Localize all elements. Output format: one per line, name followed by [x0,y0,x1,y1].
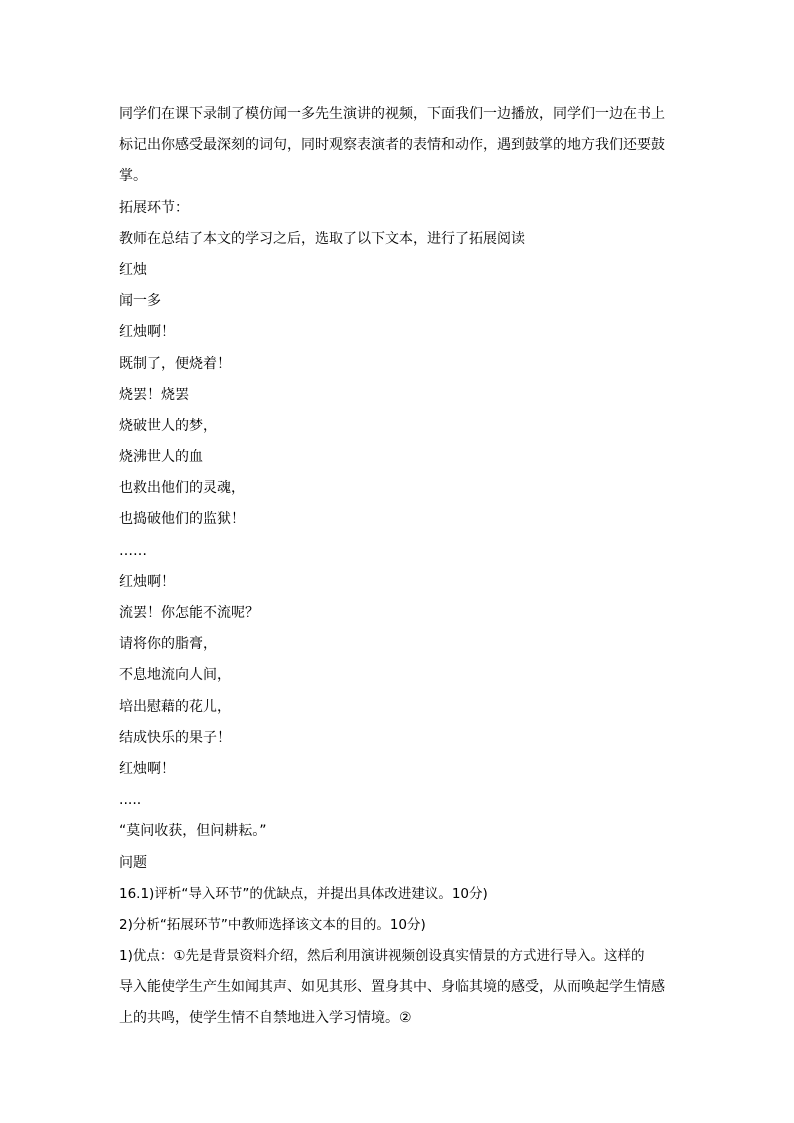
poem-line: 请将你的脂膏， [119,636,217,653]
poem-line: 红烛啊！ [119,573,175,590]
poem-line: 红烛啊！ [119,324,175,341]
question-2: 2)分析“拓展环节”中教师选择该文本的目的。10分) [119,916,426,933]
poem-line: 也捣破他们的监狱！ [119,511,245,528]
answer-line-2: 导入能使学生产生如闻其声、如见其形、置身其中、身临其境的感受，从而唤起学生情感 [119,979,665,996]
poem-line: 流罢！你怎能不流呢？ [119,605,259,621]
poem-line: 培出慰藉的花儿， [119,698,231,715]
extension-intro: 教师在总结了本文的学习之后，选取了以下文本，进行了拓展阅读 [119,230,525,247]
poem-dots: ..... [119,792,142,809]
answer-line-3: 上的共鸣，使学生情不自禁地进入学习情境。② [119,1010,412,1027]
poem-title: 红烛 [119,261,147,278]
quote-line: “莫问收获，但问耕耘。” [119,823,267,840]
poem-line: 也救出他们的灵魂， [119,480,245,497]
question-1: 16.1)评析“导入环节”的优缺点，并提出具体改进建议。10分) [119,885,488,902]
poem-line: 结成快乐的果子！ [119,729,231,746]
poem-line: 烧罢！烧罢 [119,386,189,403]
poem-author: 闻一多 [119,293,161,310]
paragraph-line-3: 掌。 [119,168,147,185]
paragraph-line-2: 标记出你感受最深刻的词句，同时观察表演者的表情和动作，遇到鼓掌的地方我们还要鼓 [119,137,665,154]
poem-line: 不息地流向人间， [119,667,231,684]
paragraph-line-1: 同学们在课下录制了模仿闻一多先生演讲的视频，下面我们一边播放，同学们一边在书上 [119,106,665,122]
poem-line: 既制了，便烧着！ [119,355,231,372]
document-body [119,99,679,1035]
section-heading-questions: 问题 [119,854,147,871]
section-heading-extension: 拓展环节： [119,199,189,216]
poem-line: 烧沸世人的血 [119,449,203,466]
poem-line: 红烛啊！ [119,760,175,777]
poem-ellipsis: …… [119,542,147,559]
answer-line-1: 1)优点：①先是背景资料介绍，然后利用演讲视频创设真实情景的方式进行导入。这样的 [119,948,645,965]
poem-line: 烧破世人的梦， [119,417,217,434]
